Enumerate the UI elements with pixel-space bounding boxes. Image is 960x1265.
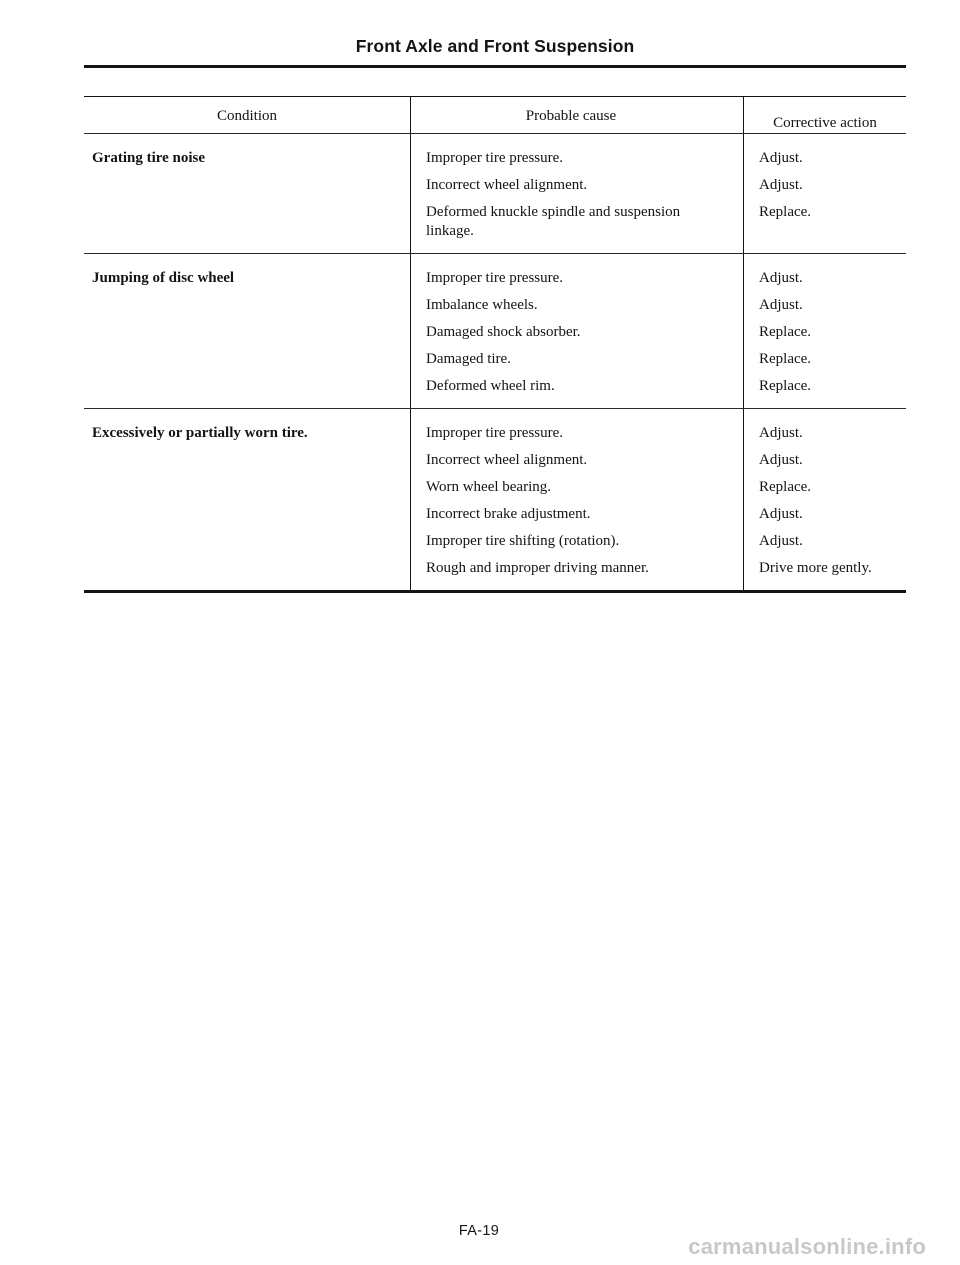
column-header-probable-cause: Probable cause <box>410 97 743 133</box>
table-header-row <box>84 97 906 134</box>
cause-item: Imbalance wheels. <box>426 297 538 313</box>
cause-item: Improper tire pressure. <box>426 150 564 166</box>
table-row <box>84 134 906 254</box>
cause-item: Deformed wheel rim. <box>426 378 555 394</box>
column-header-condition: Condition <box>216 108 277 124</box>
cause-item: Improper tire pressure. <box>426 425 564 441</box>
cause-item: Damaged shock absorber. <box>426 324 581 340</box>
cause-item: Improper tire shifting (rotation). <box>426 533 620 549</box>
action-item: Adjust. <box>759 425 803 441</box>
cause-item: Rough and improper driving manner. <box>426 560 649 576</box>
action-item: Adjust. <box>759 150 803 166</box>
column-header-corrective-action: Corrective action <box>743 97 906 133</box>
condition-cell: Grating tire noise <box>92 150 206 166</box>
table-row <box>84 254 906 409</box>
action-item: Replace. <box>759 351 812 367</box>
action-item: Replace. <box>759 378 812 394</box>
corrective-action-cell <box>743 409 906 590</box>
page-number: FA-19 <box>458 1223 500 1239</box>
action-item: Replace. <box>759 324 812 340</box>
page-title: Front Axle and Front Suspension <box>355 36 635 56</box>
corrective-action-cell <box>743 134 906 253</box>
condition-cell: Jumping of disc wheel <box>92 270 235 286</box>
diagnosis-table <box>84 96 906 593</box>
cause-item: Incorrect brake adjustment. <box>426 506 591 522</box>
cause-item: Worn wheel bearing. <box>426 479 551 495</box>
cause-item: Damaged tire. <box>426 351 511 367</box>
action-item: Adjust. <box>759 297 803 313</box>
condition-cell: Excessively or partially worn tire. <box>92 425 308 441</box>
action-item: Adjust. <box>759 270 803 286</box>
probable-cause-cell <box>410 254 743 408</box>
cause-item: Deformed knuckle spindle and suspension linkage. <box>426 204 681 239</box>
watermark: carmanualsonline.info <box>688 1234 926 1259</box>
header-rule <box>84 65 906 68</box>
action-item: Replace. <box>759 204 812 220</box>
probable-cause-cell <box>410 134 743 253</box>
action-item: Adjust. <box>759 177 803 193</box>
probable-cause-cell <box>410 409 743 590</box>
corrective-action-cell <box>743 254 906 408</box>
action-item: Adjust. <box>759 506 803 522</box>
action-item: Drive more gently. <box>759 560 872 576</box>
action-item: Adjust. <box>759 452 803 468</box>
cause-item: Incorrect wheel alignment. <box>426 452 588 468</box>
cause-item: Improper tire pressure. <box>426 270 564 286</box>
action-item: Adjust. <box>759 533 803 549</box>
cause-item: Incorrect wheel alignment. <box>426 177 588 193</box>
table-row <box>84 409 906 590</box>
action-item: Replace. <box>759 479 812 495</box>
